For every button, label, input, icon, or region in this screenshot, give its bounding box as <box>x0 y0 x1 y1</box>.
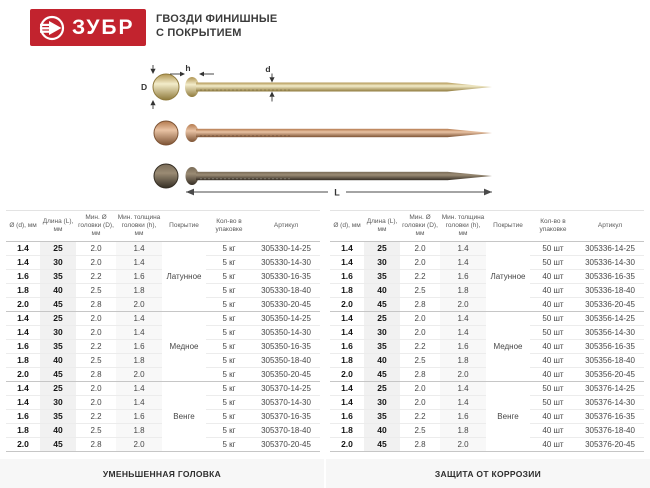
cell-shank-diameter: 1.4 <box>6 396 40 410</box>
dim-label-d: d <box>265 64 271 74</box>
cell-quantity: 5 кг <box>206 284 252 298</box>
cell-min-head-diameter: 2.0 <box>400 396 440 410</box>
cell-sku: 305330-18-40 <box>252 284 320 298</box>
cell-sku: 305370-18-40 <box>252 424 320 438</box>
cell-min-head-thickness: 1.6 <box>116 410 162 424</box>
cell-min-head-thickness: 2.0 <box>440 298 486 312</box>
table-row <box>6 312 320 326</box>
cell-quantity: 5 кг <box>206 340 252 354</box>
cell-min-head-thickness: 1.8 <box>116 424 162 438</box>
cell-sku: 305330-14-30 <box>252 256 320 270</box>
cell-length: 45 <box>364 368 400 382</box>
spec-table-packaged <box>330 210 644 452</box>
cell-min-head-thickness: 2.0 <box>116 368 162 382</box>
copper-nail-diagram <box>140 118 550 148</box>
cell-coating: Медное <box>486 312 530 382</box>
cell-shank-diameter: 2.0 <box>6 438 40 452</box>
cell-shank-diameter: 1.4 <box>330 382 364 396</box>
column-header: Кол-во в упаковке <box>539 218 567 233</box>
cell-sku: 305350-16-35 <box>252 340 320 354</box>
cell-length: 25 <box>40 242 76 256</box>
cell-sku: 305330-16-35 <box>252 270 320 284</box>
cell-min-head-diameter: 2.8 <box>400 368 440 382</box>
cell-sku: 305376-16-35 <box>576 410 644 424</box>
cell-min-head-diameter: 2.0 <box>400 256 440 270</box>
cell-length: 30 <box>40 396 76 410</box>
cell-quantity: 5 кг <box>206 410 252 424</box>
cell-quantity: 5 кг <box>206 396 252 410</box>
page-title-line1: ГВОЗДИ ФИНИШНЫЕ <box>156 13 278 25</box>
column-header: Покрытие <box>169 222 199 229</box>
cell-quantity: 50 шт <box>530 396 576 410</box>
cell-length: 35 <box>364 340 400 354</box>
cell-quantity: 5 кг <box>206 326 252 340</box>
feature-corrosion-label: ЗАЩИТА ОТ КОРРОЗИИ <box>434 468 542 479</box>
cell-quantity: 40 шт <box>530 410 576 424</box>
feature-small-head-label: УМЕНЬШЕННАЯ ГОЛОВКА <box>102 468 222 479</box>
cell-length: 45 <box>40 298 76 312</box>
cell-quantity: 5 кг <box>206 354 252 368</box>
cell-length: 40 <box>40 424 76 438</box>
cell-quantity: 5 кг <box>206 424 252 438</box>
cell-shank-diameter: 1.4 <box>330 242 364 256</box>
cell-shank-diameter: 1.4 <box>330 396 364 410</box>
cell-quantity: 5 кг <box>206 312 252 326</box>
column-header: Кол-во в упаковке <box>215 218 243 233</box>
cell-length: 45 <box>40 438 76 452</box>
cell-sku: 305376-20-45 <box>576 438 644 452</box>
column-header: Артикул <box>597 222 623 229</box>
cell-min-head-thickness: 1.8 <box>116 284 162 298</box>
cell-min-head-thickness: 1.4 <box>440 326 486 340</box>
cell-min-head-thickness: 1.4 <box>116 326 162 340</box>
cell-length: 35 <box>40 340 76 354</box>
table-row <box>330 312 644 326</box>
cell-length: 45 <box>364 298 400 312</box>
column-header: Ø (d), мм <box>333 222 361 229</box>
cell-min-head-diameter: 2.2 <box>400 410 440 424</box>
cell-min-head-thickness: 1.6 <box>116 340 162 354</box>
cell-min-head-diameter: 2.0 <box>76 326 116 340</box>
cell-shank-diameter: 1.6 <box>6 270 40 284</box>
cell-length: 30 <box>364 326 400 340</box>
cell-shank-diameter: 2.0 <box>6 298 40 312</box>
cell-shank-diameter: 1.4 <box>330 256 364 270</box>
cell-quantity: 40 шт <box>530 354 576 368</box>
cell-min-head-diameter: 2.0 <box>76 396 116 410</box>
cell-length: 30 <box>364 396 400 410</box>
cell-length: 35 <box>40 270 76 284</box>
cell-sku: 305356-14-30 <box>576 326 644 340</box>
column-header: Длина (L), мм <box>366 218 398 233</box>
nail-side-view <box>185 77 492 97</box>
header-row <box>6 211 320 242</box>
cell-min-head-diameter: 2.0 <box>400 312 440 326</box>
cell-sku: 305370-16-35 <box>252 410 320 424</box>
cell-quantity: 40 шт <box>530 424 576 438</box>
cell-min-head-thickness: 1.4 <box>116 256 162 270</box>
cell-shank-diameter: 1.8 <box>6 354 40 368</box>
cell-min-head-diameter: 2.8 <box>76 368 116 382</box>
cell-min-head-thickness: 1.4 <box>440 256 486 270</box>
cell-quantity: 50 шт <box>530 242 576 256</box>
cell-sku: 305376-14-25 <box>576 382 644 396</box>
cell-min-head-diameter: 2.8 <box>76 298 116 312</box>
cell-sku: 305336-14-25 <box>576 242 644 256</box>
cell-length: 40 <box>364 424 400 438</box>
cell-min-head-thickness: 1.8 <box>440 424 486 438</box>
cell-sku: 305350-18-40 <box>252 354 320 368</box>
feature-corrosion-protection <box>326 459 650 488</box>
cell-min-head-diameter: 2.8 <box>400 438 440 452</box>
cell-length: 45 <box>40 368 76 382</box>
cell-length: 40 <box>364 354 400 368</box>
cell-length: 25 <box>40 312 76 326</box>
cell-min-head-thickness: 2.0 <box>440 368 486 382</box>
cell-min-head-thickness: 1.6 <box>116 270 162 284</box>
cell-min-head-diameter: 2.2 <box>76 410 116 424</box>
cell-min-head-diameter: 2.0 <box>76 242 116 256</box>
cell-min-head-diameter: 2.0 <box>76 382 116 396</box>
column-header: Длина (L), мм <box>42 218 74 233</box>
cell-shank-diameter: 1.8 <box>330 424 364 438</box>
cell-coating: Медное <box>162 312 206 382</box>
cell-coating: Венге <box>162 382 206 452</box>
cell-min-head-diameter: 2.5 <box>76 354 116 368</box>
cell-quantity: 5 кг <box>206 242 252 256</box>
cell-sku: 305376-18-40 <box>576 424 644 438</box>
column-header: Мин. Ø головки (D), мм <box>402 214 438 237</box>
cell-sku: 305336-14-30 <box>576 256 644 270</box>
cell-sku: 305356-18-40 <box>576 354 644 368</box>
cell-shank-diameter: 1.4 <box>330 326 364 340</box>
cell-quantity: 40 шт <box>530 284 576 298</box>
cell-shank-diameter: 1.6 <box>6 340 40 354</box>
cell-min-head-thickness: 1.4 <box>116 312 162 326</box>
cell-min-head-diameter: 2.5 <box>400 424 440 438</box>
logo-text: ЗУБР <box>72 15 135 39</box>
cell-shank-diameter: 1.8 <box>6 284 40 298</box>
cell-coating: Латунное <box>486 242 530 312</box>
feature-small-head <box>0 459 324 488</box>
cell-sku: 305350-20-45 <box>252 368 320 382</box>
cell-min-head-diameter: 2.0 <box>76 256 116 270</box>
cell-min-head-thickness: 1.4 <box>440 382 486 396</box>
cell-coating: Венге <box>486 382 530 452</box>
cell-length: 30 <box>364 256 400 270</box>
cell-sku: 305330-14-25 <box>252 242 320 256</box>
cell-shank-diameter: 1.8 <box>330 354 364 368</box>
cell-min-head-thickness: 1.4 <box>116 242 162 256</box>
cell-length: 35 <box>40 410 76 424</box>
column-header: Мин. толщина головки (h), мм <box>117 214 161 237</box>
cell-shank-diameter: 2.0 <box>330 298 364 312</box>
cell-min-head-thickness: 1.8 <box>116 354 162 368</box>
brass-nail-diagram <box>140 64 550 110</box>
cell-sku: 305350-14-25 <box>252 312 320 326</box>
cell-min-head-diameter: 2.8 <box>76 438 116 452</box>
dim-label-h: h <box>185 64 191 73</box>
cell-min-head-thickness: 1.4 <box>440 396 486 410</box>
cell-min-head-diameter: 2.2 <box>76 340 116 354</box>
cell-shank-diameter: 1.6 <box>6 410 40 424</box>
cell-sku: 305376-14-30 <box>576 396 644 410</box>
feature-strip <box>0 459 650 488</box>
cell-shank-diameter: 1.8 <box>330 284 364 298</box>
cell-min-head-thickness: 1.6 <box>440 340 486 354</box>
cell-quantity: 50 шт <box>530 326 576 340</box>
cell-shank-diameter: 2.0 <box>6 368 40 382</box>
cell-min-head-thickness: 1.8 <box>440 284 486 298</box>
page-title <box>156 12 277 40</box>
cell-shank-diameter: 2.0 <box>330 368 364 382</box>
cell-min-head-diameter: 2.8 <box>400 298 440 312</box>
cell-shank-diameter: 2.0 <box>330 438 364 452</box>
cell-length: 25 <box>364 242 400 256</box>
cell-length: 40 <box>364 284 400 298</box>
cell-quantity: 5 кг <box>206 382 252 396</box>
cell-length: 30 <box>40 256 76 270</box>
column-header: Покрытие <box>493 222 523 229</box>
cell-shank-diameter: 1.4 <box>6 312 40 326</box>
cell-min-head-thickness: 1.6 <box>440 410 486 424</box>
cell-min-head-thickness: 1.6 <box>440 270 486 284</box>
cell-min-head-thickness: 1.8 <box>440 354 486 368</box>
cell-quantity: 40 шт <box>530 270 576 284</box>
cell-quantity: 5 кг <box>206 438 252 452</box>
cell-shank-diameter: 1.4 <box>6 382 40 396</box>
cell-quantity: 50 шт <box>530 256 576 270</box>
cell-sku: 305370-14-25 <box>252 382 320 396</box>
cell-min-head-diameter: 2.0 <box>400 382 440 396</box>
cell-min-head-thickness: 1.4 <box>440 312 486 326</box>
cell-min-head-thickness: 1.4 <box>116 382 162 396</box>
cell-quantity: 5 кг <box>206 256 252 270</box>
cell-length: 40 <box>40 354 76 368</box>
dim-label-D: D <box>141 82 148 92</box>
cell-quantity: 40 шт <box>530 340 576 354</box>
column-header: Ø (d), мм <box>9 222 37 229</box>
zubr-arrow-icon <box>37 13 67 43</box>
column-header: Артикул <box>273 222 299 229</box>
cell-sku: 305350-14-30 <box>252 326 320 340</box>
cell-coating: Латунное <box>162 242 206 312</box>
cell-sku: 305356-16-35 <box>576 340 644 354</box>
table-row <box>330 382 644 396</box>
cell-min-head-diameter: 2.5 <box>76 284 116 298</box>
cell-length: 35 <box>364 410 400 424</box>
column-header: Мин. толщина головки (h), мм <box>441 214 485 237</box>
cell-min-head-thickness: 2.0 <box>116 298 162 312</box>
cell-length: 25 <box>40 382 76 396</box>
cell-sku: 305370-20-45 <box>252 438 320 452</box>
cell-length: 35 <box>364 270 400 284</box>
page-title-line2: С ПОКРЫТИЕМ <box>156 27 242 39</box>
cell-shank-diameter: 1.4 <box>6 326 40 340</box>
nail-side-view <box>186 167 493 185</box>
table-row <box>330 242 644 256</box>
cell-length: 45 <box>364 438 400 452</box>
cell-min-head-diameter: 2.0 <box>400 242 440 256</box>
cell-quantity: 5 кг <box>206 298 252 312</box>
cell-min-head-diameter: 2.2 <box>400 340 440 354</box>
cell-sku: 305336-20-45 <box>576 298 644 312</box>
table-row <box>6 382 320 396</box>
cell-shank-diameter: 1.8 <box>6 424 40 438</box>
cell-sku: 305370-14-30 <box>252 396 320 410</box>
nail-side-view <box>186 124 493 142</box>
cell-min-head-diameter: 2.2 <box>76 270 116 284</box>
cell-shank-diameter: 1.6 <box>330 410 364 424</box>
cell-min-head-thickness: 1.4 <box>116 396 162 410</box>
cell-quantity: 5 кг <box>206 368 252 382</box>
table-row <box>6 242 320 256</box>
cell-min-head-diameter: 2.5 <box>400 284 440 298</box>
cell-sku: 305336-16-35 <box>576 270 644 284</box>
cell-length: 25 <box>364 312 400 326</box>
cell-sku: 305330-20-45 <box>252 298 320 312</box>
cell-min-head-thickness: 2.0 <box>116 438 162 452</box>
cell-quantity: 40 шт <box>530 368 576 382</box>
cell-min-head-diameter: 2.0 <box>400 326 440 340</box>
cell-sku: 305336-18-40 <box>576 284 644 298</box>
cell-min-head-diameter: 2.5 <box>400 354 440 368</box>
cell-min-head-thickness: 1.4 <box>440 242 486 256</box>
cell-length: 30 <box>40 326 76 340</box>
cell-quantity: 50 шт <box>530 382 576 396</box>
spec-table-bulk <box>6 210 320 452</box>
brand-logo <box>30 9 146 46</box>
cell-shank-diameter: 1.4 <box>6 242 40 256</box>
cell-min-head-diameter: 2.2 <box>400 270 440 284</box>
cell-shank-diameter: 1.4 <box>330 312 364 326</box>
cell-min-head-thickness: 2.0 <box>440 438 486 452</box>
cell-quantity: 40 шт <box>530 438 576 452</box>
dim-label-L: L <box>334 187 340 198</box>
cell-sku: 305356-14-25 <box>576 312 644 326</box>
cell-shank-diameter: 1.6 <box>330 340 364 354</box>
cell-length: 25 <box>364 382 400 396</box>
cell-shank-diameter: 1.4 <box>6 256 40 270</box>
column-header: Мин. Ø головки (D), мм <box>78 214 114 237</box>
length-dimension-line <box>140 185 550 199</box>
nail-head-front-view <box>153 74 179 100</box>
cell-sku: 305356-20-45 <box>576 368 644 382</box>
cell-min-head-diameter: 2.0 <box>76 312 116 326</box>
cell-min-head-diameter: 2.5 <box>76 424 116 438</box>
header-row <box>330 211 644 242</box>
cell-quantity: 40 шт <box>530 298 576 312</box>
cell-quantity: 50 шт <box>530 312 576 326</box>
cell-length: 40 <box>40 284 76 298</box>
cell-shank-diameter: 1.6 <box>330 270 364 284</box>
cell-quantity: 5 кг <box>206 270 252 284</box>
nail-head-front-view <box>154 121 178 145</box>
